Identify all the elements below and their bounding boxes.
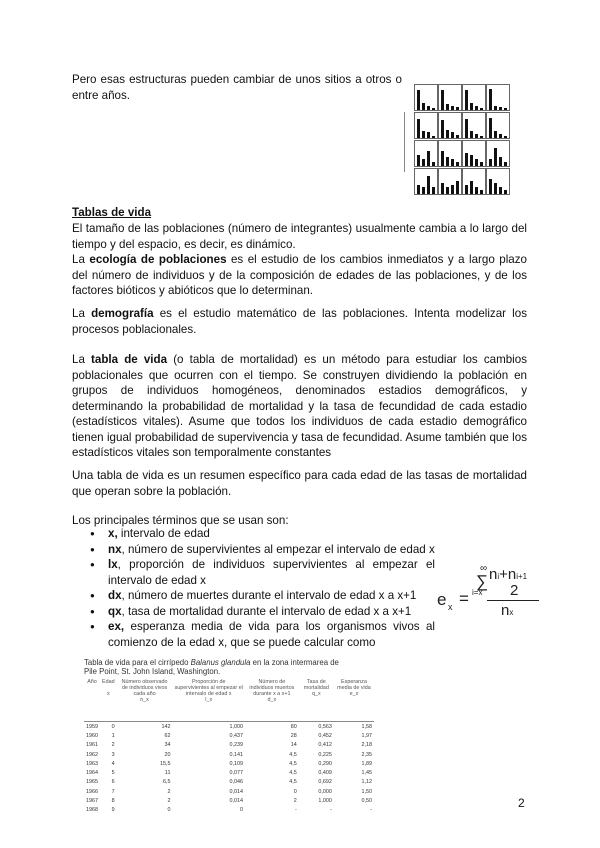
histogram-bar [427,151,430,166]
page-number: 2 [518,796,525,810]
histogram-panel [486,112,510,139]
histogram-bar [475,134,478,138]
histogram-bar [504,162,507,166]
formula-lhs: e [437,590,447,609]
histogram-bar [465,119,468,138]
histogram-bar [489,179,492,194]
histogram-bar [422,187,425,194]
table-cell: 0,290 [318,760,332,767]
histogram-bar [489,159,492,166]
histogram-panel [486,140,510,167]
term-definition: , número de muertes durante el intervalo de edad x a x+1 [121,589,417,602]
list-item [90,588,435,604]
list-item [90,619,435,650]
text: es el estudio de los cambios inmediatos y a largo plazo del número de individuos y de la composición de edades de las poblaciones, y de los factores bióticos y abióticos que lo determinan. [72,253,527,297]
table-cell: 2 [167,788,171,795]
histogram-bar [417,155,420,166]
table-cell: 4,5 [289,770,297,777]
table-cell: 0,046 [229,779,243,786]
column-header: Tasa de mortalidad q_x [299,679,334,722]
table-cell: 15,5 [160,760,171,767]
table-cell: 3 [111,751,115,758]
paragraph-tamano: El tamaño de las poblaciones (número de integrantes) usualmente cambia a lo largo del tiempo y del espacio, es decir, es dinámico. [72,222,527,251]
table-cell: 6 [111,779,115,786]
histogram-bar [499,134,502,138]
histogram-bar [470,103,473,110]
histogram-bar [432,136,435,138]
term: ex, [108,620,125,633]
histogram-bar [446,130,449,138]
term: qx [108,604,122,618]
table-cell: 1,50 [361,788,372,795]
column-header: Año [84,679,100,722]
life-table-figure [84,658,374,815]
histogram-panel [462,168,486,195]
table-cell: 0,077 [229,770,243,777]
term-demografia: demografía [91,307,154,320]
table-cell: 0,239 [229,742,243,749]
table-cell: 1959 [86,723,98,730]
intro-paragraph: Pero esas estructuras pueden cambiar de unos sitios a otros o entre años. [72,73,402,102]
table-cell: 1960 [86,732,98,739]
histogram-bar [441,151,444,166]
term: dx [108,589,122,602]
formula-numerator [489,566,527,583]
histogram-bar [480,108,483,110]
paragraph-tabla-vida [72,352,527,461]
table-row [84,731,374,740]
histogram-bar [504,136,507,138]
table-row [84,768,374,777]
histogram-bar [451,106,454,110]
histogram-bar [456,135,459,138]
list-item [90,526,435,542]
column-header: Esperanza media de vida e_x [334,679,374,722]
histogram-bar [465,90,468,110]
table-cell: 14 [290,742,297,749]
paragraph-ecologia [72,221,527,299]
sub: i+1 [516,572,528,581]
term-definition: esperanza media de vida para los organismos vivos al comienzo de la edad x, que se puede calcular como [108,620,435,649]
histogram-bar [417,119,420,138]
table-cell: 7 [111,788,115,795]
table-cell: 2,18 [361,742,372,749]
table-row [84,778,374,787]
histogram-panel [462,140,486,167]
table-cell: 9 [111,807,115,814]
terms-list [90,526,435,650]
table-cell: 4,5 [289,751,297,758]
text: en la zona intermarea de Pile Point, St. John Island, Washington. [84,658,339,676]
table-cell: 0,000 [318,788,332,795]
table-cell: 0,109 [229,760,243,767]
histogram-bar [417,185,420,194]
histogram-bar [480,190,483,194]
table-row [84,796,374,805]
histogram-bar [427,106,430,110]
table-row [84,787,374,796]
histogram-bar [489,89,492,110]
table-cell: 0,50 [361,798,372,805]
table-cell: 0,452 [318,732,332,739]
table-cell: 0 [239,807,243,814]
table-cell: 6,5 [163,779,171,786]
histogram-bar [470,155,473,166]
sub: i [497,572,500,581]
histogram-bar [499,157,502,166]
table-cell: 1,45 [361,770,372,777]
table-row [84,741,374,750]
table-cell: 1,000 [229,723,243,730]
histogram-panel [414,168,438,195]
histogram-bar [446,157,449,166]
histogram-bar [494,131,497,138]
column-header: Número observado de individuos vivos cada año n_x [117,679,173,722]
table-cell: 4,5 [289,779,297,786]
table-cell: 0,563 [318,723,332,730]
table-cell: 0,014 [229,798,243,805]
histogram-bar [494,106,497,110]
table-cell: 0 [111,723,115,730]
table-cell: 142 [161,723,171,730]
paragraph-demografia [72,306,527,337]
histogram-bar [465,185,468,194]
table-cell: 1962 [86,751,98,758]
histogram-bar [422,131,425,138]
table-cell: 0 [293,788,297,795]
formula-lower-limit: i=x [472,588,483,597]
column-header: Proporción de supervivientes al empezar el intervalo de edad x l_x [173,679,245,722]
histogram-panel [486,84,510,111]
table-cell: 2 [111,742,115,749]
table-cell: 4 [111,760,115,767]
table-cell: 1,89 [361,760,372,767]
table-cell: 1964 [86,770,98,777]
table-row [84,806,374,815]
table-header-row [84,679,374,722]
table-cell: 0 [167,807,171,814]
term: nx [108,542,122,556]
table-cell: 1,000 [318,798,332,805]
histogram-panel [438,140,462,167]
histogram-bar [422,159,425,166]
histogram-bar [427,132,430,138]
histogram-bar [499,187,502,194]
text: La [72,253,90,266]
histogram-bar [499,107,502,110]
list-item [90,604,435,620]
table-cell: 1967 [86,798,98,805]
table-row [84,759,374,768]
n: n [489,566,498,583]
table-cell: 1961 [86,742,98,749]
table-cell: 2,35 [361,751,372,758]
histogram-panel [414,112,438,139]
column-header: Edad x [100,679,117,722]
term: x, [108,527,118,540]
life-table [84,679,374,815]
table-cell: 4,5 [289,760,297,767]
histogram-panel [438,84,462,111]
histogram-bar [432,162,435,166]
formula-two: 2 [510,582,519,599]
histogram-bar [475,187,478,194]
sub: x [509,608,514,617]
histogram-bar [441,90,444,110]
text: La [72,307,92,320]
histogram-bar [456,162,459,166]
histogram-bar [417,90,420,110]
table-cell: 1 [111,732,115,739]
table-cell: 80 [290,723,297,730]
histogram-panel [438,112,462,139]
histogram-bar [451,132,454,138]
table-row [84,750,374,759]
text: es el estudio matemático de las poblaciones. Intenta modelizar los procesos poblacionales. [72,307,528,336]
table-cell: 1963 [86,760,98,767]
population-structure-figure [404,82,514,210]
fraction-line [487,600,539,601]
text: La [72,353,92,366]
histogram-bar [446,104,449,110]
table-cell: 0,412 [318,742,332,749]
histogram-bar [465,153,468,166]
histogram-bar [470,131,473,138]
species-name: Balanus glandula [190,658,251,667]
term-definition: , proporción de individuos supervivientes al empezar el intervalo de edad x [108,558,435,587]
table-cell: 1966 [86,788,98,795]
paragraph-resumen: Una tabla de vida es un resumen específico para cada edad de las tasas de mortalidad que operan sobre la población. [72,469,527,498]
histogram-bar [456,107,459,110]
plus: + [499,566,508,583]
histogram-bar [470,181,473,194]
table-cell: 0,692 [318,779,332,786]
table-cell: 0,437 [229,732,243,739]
table-cell: 2 [293,798,297,805]
table-cell: 28 [290,732,297,739]
histogram-panel [414,84,438,111]
n: n [501,602,510,619]
table-cell: 1965 [86,779,98,786]
histogram-bar [489,118,492,138]
figure-y-axis [404,112,411,172]
table-cell: 1,97 [361,732,372,739]
table-cell: - [330,807,332,814]
term-definition: intervalo de edad [117,527,210,540]
histogram-bar [504,108,507,110]
text: (o tabla de mortalidad) es un método para estudiar los cambios poblacionales que ocurren con el tiempo. Se construyen dividiendo la población en grupos de individuos homogéneos, denominados estadios demográficos, y determinando la probabilidad de mortalidad y la tasa de fecundidad de cada estadio (estadísticos vitales). Asume que todos los individuos de cada estadio demográfico tienen igual probabilidad de supervivencia y tasa de fecundidad. Asume también que los estadísticos vitales son temporalmente constantes [72,353,528,459]
table-row [84,722,374,732]
histogram-bar [480,136,483,138]
histogram-bar [456,181,459,194]
text: Tabla de vida para el cirrípedo [84,658,191,667]
formula-denominator [501,602,513,619]
term-definition: , número de supervivientes al empezar el intervalo de edad x [121,542,435,556]
histogram-bar [475,159,478,166]
n: n [507,566,517,583]
column-header: Número de individuos muertos durante x a x+1 d_x [245,679,299,722]
histogram-bar [480,162,483,166]
table-cell: 0,014 [229,788,243,795]
table-cell: 0,409 [318,770,332,777]
paragraph-terminos: Los principales términos que se usan son: [72,514,289,527]
histogram-bar [432,108,435,110]
histogram-bar [422,103,425,110]
table-cell: 11 [164,770,171,777]
formula-equals: = [459,589,469,608]
table-cell: 20 [164,751,171,758]
histogram-bar [427,176,430,194]
histogram-panel [462,84,486,111]
histogram-bar [475,106,478,110]
table-cell: 2 [167,798,171,805]
formula-lhs-sub: x [448,602,453,612]
histogram-bar [504,190,507,194]
histogram-panel [486,168,510,195]
term-definition: , tasa de mortalidad durante el intervalo de edad x a x+1 [121,604,412,618]
table-cell: - [294,807,297,814]
table-cell: 34 [164,742,171,749]
histogram-panel [438,168,462,195]
histogram-bar [441,183,444,194]
histogram-bar [451,159,454,166]
histogram-bar [446,187,449,194]
table-cell: - [370,807,372,814]
table-cell: 0,225 [318,751,332,758]
table-cell: 5 [111,770,115,777]
list-item [90,542,435,558]
term: lx [108,558,118,571]
list-item [90,557,435,588]
formula-upper-limit: ∞ [480,563,488,574]
histogram-panel [414,140,438,167]
histogram-bar [432,187,435,194]
formula-sigma: ∑ [476,572,489,591]
table-cell: 1,58 [361,723,372,730]
table-cell: 62 [164,732,171,739]
term-ecologia: ecología de poblaciones [89,253,227,266]
table-cell: 8 [111,798,115,805]
histogram-bar [494,148,497,166]
histogram-bar [451,185,454,194]
life-expectancy-formula [437,560,547,620]
section-heading: Tablas de vida [72,206,152,219]
histogram-bar [494,183,497,194]
table-cell: 1,12 [361,779,372,786]
histogram-panel [462,112,486,139]
term-tabla-vida: tabla de vida [91,353,168,366]
table-cell: 0,141 [229,751,243,758]
life-table-caption [84,658,344,676]
histogram-bar [441,120,444,138]
table-cell: 1968 [86,807,98,814]
